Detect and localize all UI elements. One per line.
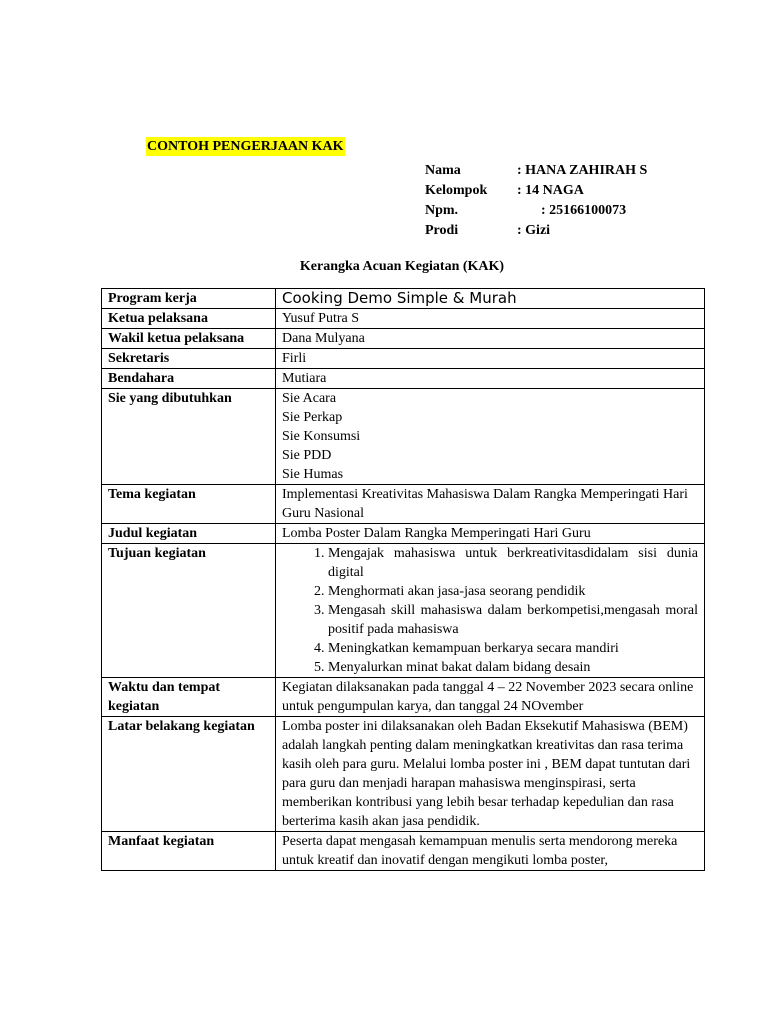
table-row	[102, 389, 705, 485]
table-row	[102, 832, 705, 871]
row-label: Sie yang dibutuhkan	[102, 389, 276, 485]
tujuan-list-cell	[276, 544, 705, 678]
row-label: Latar belakang kegiatan	[102, 717, 276, 832]
row-label: Tujuan kegiatan	[102, 544, 276, 678]
table-row	[102, 524, 705, 544]
row-label: Wakil ketua pelaksana	[102, 329, 276, 349]
table-row	[102, 329, 705, 349]
row-value: Implementasi Kreativitas Mahasiswa Dalam Rangka Memperingati Hari Guru Nasional	[276, 485, 705, 524]
table-row	[102, 717, 705, 832]
row-label: Manfaat kegiatan	[102, 832, 276, 871]
row-label: Waktu dan tempat kegiatan	[102, 678, 276, 717]
row-value: Kegiatan dilaksanakan pada tanggal 4 – 22 November 2023 secara online untuk pengumpulan karya, dan tanggal 24 NOvember	[276, 678, 705, 717]
table-row	[102, 289, 705, 309]
row-value: Cooking Demo Simple & Murah	[276, 289, 705, 309]
table-row	[102, 678, 705, 717]
list-item: Sie Perkap	[282, 410, 343, 425]
row-label: Ketua pelaksana	[102, 309, 276, 329]
table-row	[102, 369, 705, 389]
list-item: Sie Konsumsi	[282, 429, 361, 444]
list-item: 3. Mengasah skill mahasiswa dalam berkompetisi,mengasah moral positif pada mahasiswa	[328, 601, 698, 639]
identity-value: : HANA ZAHIRAH S	[517, 163, 648, 178]
row-value: Mutiara	[276, 369, 705, 389]
row-value: Dana Mulyana	[276, 329, 705, 349]
list-item: Sie Acara	[282, 391, 337, 406]
row-label: Sekretaris	[102, 349, 276, 369]
document-title: CONTOH PENGERJAAN KAK	[147, 139, 344, 154]
row-value: Peserta dapat mengasah kemampuan menulis serta mendorong mereka untuk kreatif dan inovatif dengan mengikuti lomba poster,	[276, 832, 705, 871]
row-value: Lomba Poster Dalam Rangka Memperingati Hari Guru	[276, 524, 705, 544]
identity-label: Npm.	[425, 203, 459, 218]
row-value: Yusuf Putra S	[276, 309, 705, 329]
list-item: 4. Meningkatkan kemampuan berkarya secara mandiri	[328, 639, 698, 658]
list-item: 5. Menyalurkan minat bakat dalam bidang desain	[328, 658, 698, 677]
kak-table	[101, 288, 705, 871]
identity-value: : Gizi	[517, 223, 551, 238]
document-heading: Kerangka Acuan Kegiatan (KAK)	[299, 259, 505, 274]
row-value: Lomba poster ini dilaksanakan oleh Badan Eksekutif Mahasiswa (BEM) adalah langkah penting dalam meningkatkan kreativitas dan rasa terima kasih oleh para guru. Melalui lomba poster ini , BEM dapat tuntutan dari para guru dan menjadi harapan mahasiswa menginspirasi, serta memberikan kontribusi yang lebih besar terhadap kepedulian dan rasa berterima kasih akan jasa pendidik.	[276, 717, 705, 832]
table-row	[102, 309, 705, 329]
identity-label: Nama	[425, 163, 461, 178]
row-value: Firli	[276, 349, 705, 369]
row-label: Bendahara	[102, 369, 276, 389]
table-row	[102, 349, 705, 369]
list-item: 1. Mengajak mahasiswa untuk berkreativitasdidalam sisi dunia digital	[328, 544, 698, 582]
table-row	[102, 485, 705, 524]
identity-value: : 25166100073	[541, 203, 627, 218]
list-item: 2. Menghormati akan jasa-jasa seorang pendidik	[328, 582, 698, 601]
list-item: Sie Humas	[282, 467, 344, 482]
identity-label: Kelompok	[425, 183, 488, 198]
sie-list	[276, 389, 705, 485]
row-label: Tema kegiatan	[102, 485, 276, 524]
list-item: Sie PDD	[282, 448, 332, 463]
identity-value: : 14 NAGA	[517, 183, 584, 198]
tujuan-list	[282, 544, 698, 677]
identity-label: Prodi	[425, 223, 459, 238]
row-label: Program kerja	[102, 289, 276, 309]
row-label: Judul kegiatan	[102, 524, 276, 544]
table-row	[102, 544, 705, 678]
